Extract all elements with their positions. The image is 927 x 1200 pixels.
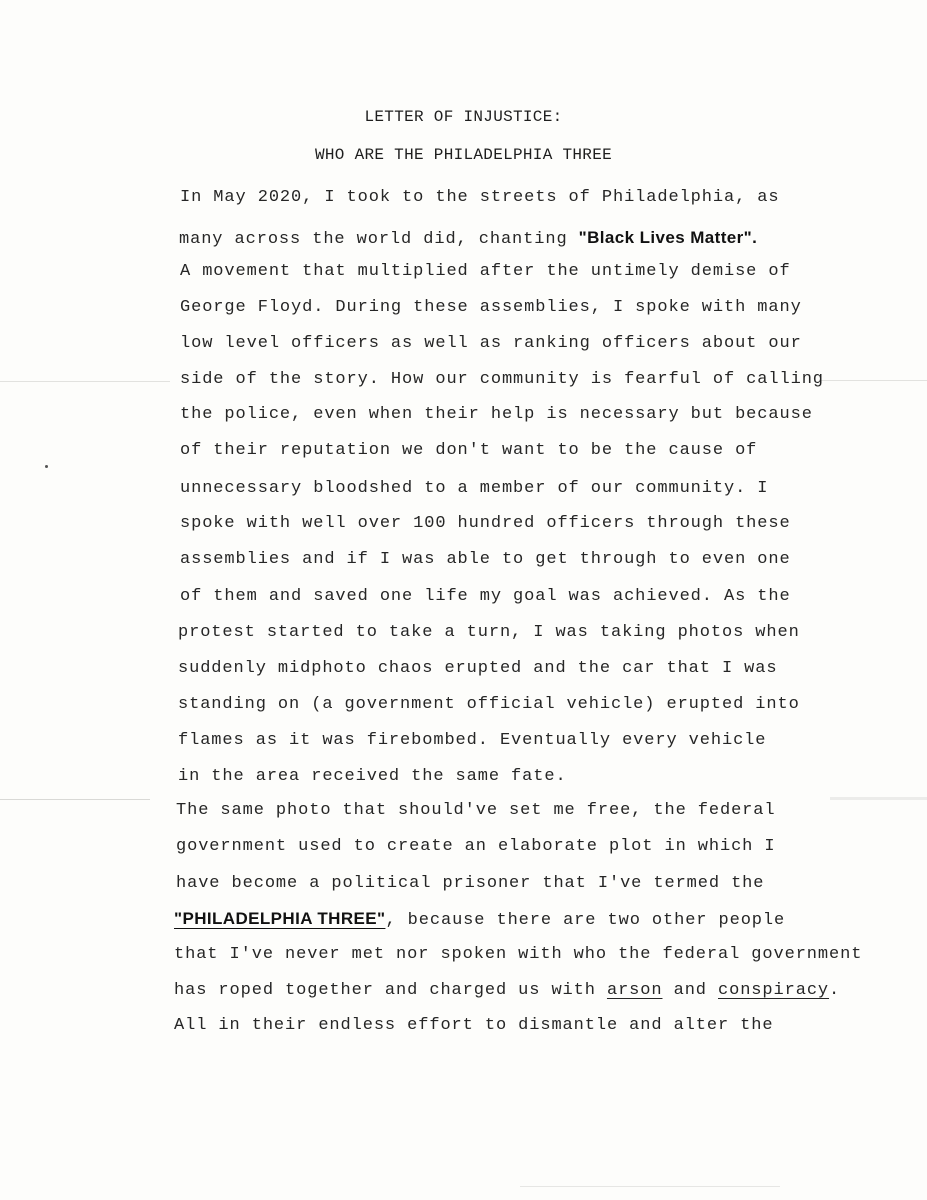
body-line: government used to create an elaborate plot in which I — [176, 837, 776, 856]
letter-subtitle: WHO ARE THE PHILADELPHIA THREE — [314, 146, 613, 164]
paper-fold-line — [0, 381, 170, 382]
body-line: standing on (a government official vehicle) erupted into — [178, 695, 800, 714]
body-line: George Floyd. During these assemblies, I spoke with many — [180, 298, 802, 317]
body-line: spoke with well over 100 hundred officers through these — [180, 514, 791, 533]
paper-fold-line — [830, 797, 927, 800]
body-line: The same photo that should've set me free, the federal — [176, 801, 776, 820]
paper-fold-line — [820, 380, 927, 381]
body-line: In May 2020, I took to the streets of Philadelphia, as — [180, 188, 780, 207]
letter-title: LETTER OF INJUSTICE: — [364, 108, 563, 126]
body-line: assemblies and if I was able to get through to even one — [180, 550, 791, 569]
black-lives-matter-phrase: "Black Lives Matter". — [578, 228, 758, 247]
body-line: flames as it was firebombed. Eventually every vehicle — [178, 731, 767, 750]
body-line: suddenly midphoto chaos erupted and the car that I was — [178, 659, 778, 678]
body-line: A movement that multiplied after the untimely demise of — [180, 262, 791, 281]
body-text: has roped together and charged us with — [174, 981, 607, 1000]
body-line: unnecessary bloodshed to a member of our community. I — [180, 479, 769, 498]
body-line: of their reputation we don't want to be the cause of — [180, 441, 758, 460]
body-line — [174, 909, 785, 931]
body-text: , because there are two other people — [385, 911, 786, 930]
body-line: have become a political prisoner that I've termed the — [176, 874, 765, 893]
body-line — [174, 981, 840, 1001]
conspiracy-charge: conspiracy — [718, 981, 830, 1000]
paper-fold-line — [520, 1186, 780, 1187]
paper-fold-line — [0, 799, 150, 800]
body-line: side of the story. How our community is fearful of calling — [180, 370, 824, 389]
body-text: many across the world did, chanting — [179, 230, 579, 249]
body-line: in the area received the same fate. — [178, 767, 567, 786]
body-line: All in their endless effort to dismantle and alter the — [174, 1016, 774, 1035]
arson-charge: arson — [606, 981, 663, 1000]
philadelphia-three-phrase: "PHILADELPHIA THREE" — [174, 909, 386, 928]
body-text: . — [829, 981, 841, 1000]
body-line: the police, even when their help is necessary but because — [180, 405, 813, 424]
body-line: of them and saved one life my goal was achieved. As the — [180, 587, 791, 606]
body-line: low level officers as well as ranking officers about our — [180, 334, 802, 353]
paper-speck — [45, 465, 48, 468]
body-line — [179, 228, 757, 250]
body-line: that I've never met nor spoken with who the federal government — [174, 945, 863, 964]
body-text: and — [662, 981, 718, 1000]
body-line: protest started to take a turn, I was taking photos when — [178, 623, 800, 642]
